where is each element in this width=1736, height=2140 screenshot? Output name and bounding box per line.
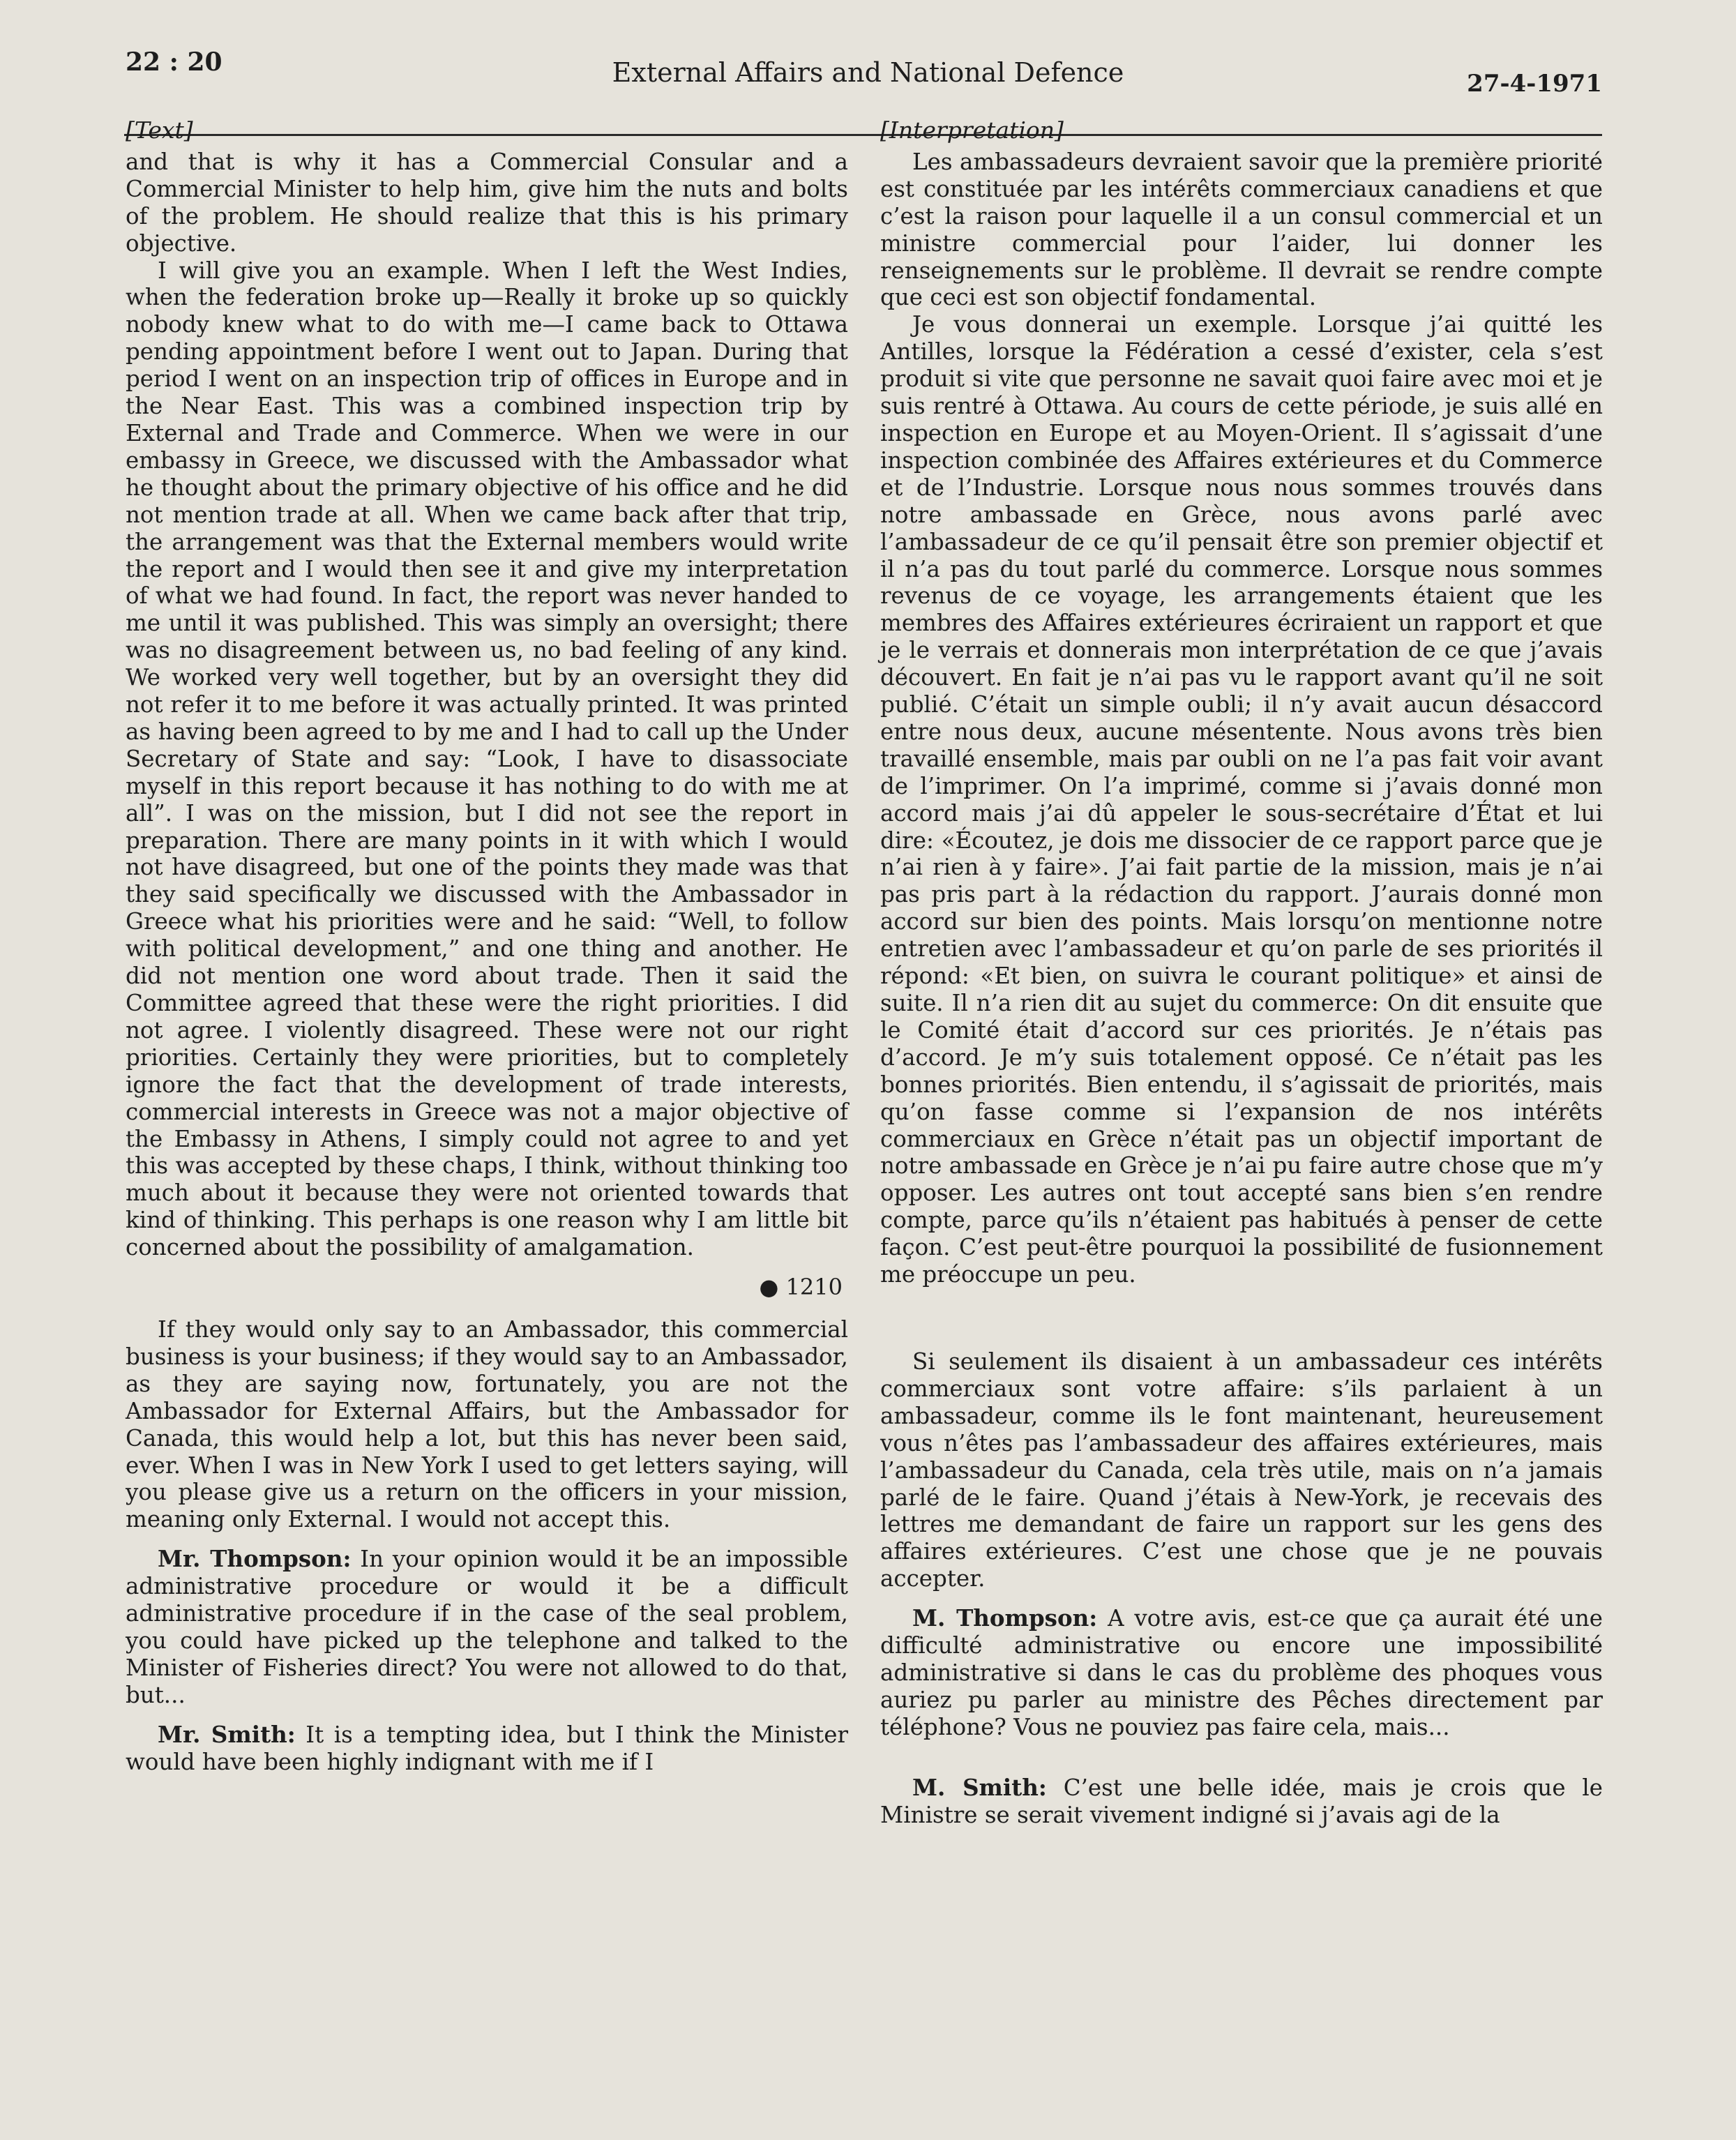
speaker-name: Mr. Thompson: [158,1545,352,1573]
speaker-name: M. Thompson: [912,1604,1098,1632]
column-gap [880,1288,1603,1348]
paragraph: Je vous donnerai un exemple. Lorsque j’ai quitté les Antilles, lorsque la Fédération a cessé d’exister, cela s’est produit si vite que personne ne savait quoi faire avec moi et je suis rentré à Ottawa. Au cours de cette période, je suis allé en inspection en Europe et au Moyen-Orient. Il s’agissait d’une inspection combinée des Affaires extérieures et du Commerce et de l’Industrie. Lorsque nous nous sommes trouvés dans notre ambassade en Grèce, nous avons parlé avec l’ambassadeur de ce qu’il pensait être son premier objectif et il n’a pas du tout parlé du commerce. Lorsque nous sommes revenus de ce voyage, les arrangements étaient que les membres des Affaires extérieures écriraient un rapport et que je le verrais et donnerais mon interprétation de ce que j’avais découvert. En fait je n’ai pas vu le rapport avant qu’il ne soit publié. C’était un simple oubli; il n’y avait aucun désaccord entre nous deux, aucune mésentente. Nous avons très bien travaillé ensemble, mais par oubli on ne l’a pas fait voir avant de l’imprimer. On l’a imprimé, comme si j’avais donné mon accord mais j’ai dû appeler le sous-secrétaire d’État et lui dire: «Écoutez, je dois me dissocier de ce rapport parce que je n’ai rien à y faire». J’ai fait partie de la mission, mais je n’ai pas pris part à la rédaction du rapport. J’aurais donné mon accord sur bien des points. Mais lorsqu’on mentionne notre entretien avec l’ambassadeur et qu’on parle de ses priorités il répond: «Et bien, on suivra le courant politique» et ainsi de suite. Il n’a rien dit au sujet du commerce: On dit ensuite que le Comité était d’accord sur ces priorités. Je n’étais pas d’accord. Je m’y suis totalement opposé. Ce n’était pas les bonnes priorités. Bien entendu, il s’agissait de priorités, mais qu’on fasse comme si l’expansion de nos intérêts commerciaux en Grèce n’était pas un objectif important de notre ambassade en Grèce je n’ai pu faire autre chose que m’y opposer. Les autres ont tout accepté sans bien s’en rendre compte, parce qu’ils n’étaient pas habitués à penser de cette façon. C’est peut-être pourquoi la possibilité de fusionnement me préoccupe un peu. [880,311,1603,1288]
running-header [0,42,1736,98]
speaker-paragraph [880,1774,1603,1829]
page-date: 27-4-1971 [1467,70,1602,98]
speaker-paragraph [126,1721,848,1776]
speaker-paragraph [126,1546,848,1708]
speech-text: In your opinion would it be an impossible administrative procedure or would it be a difficult administrative procedure if in the case of the seal problem, you could have picked up the telephone and talked to the Minister of Fisheries direct? You were not allowed to do that, but... [126,1546,849,1708]
speaker-name: M. Smith: [912,1773,1047,1801]
speech-text: A votre avis, est-ce que ça aurait été une difficulté administrative ou encore une impossibilité administrative si dans le cas du problème des phoques vous auriez pu parler au ministre des Pêches directement par téléphone? Vous ne pouviez pas faire cela, mais... [880,1605,1603,1740]
french-column [880,117,1603,1828]
interpretation-label: [Interpretation] [880,116,1064,144]
running-title: External Affairs and National Defence [612,57,1124,88]
page-number: 22 : 20 [126,47,222,77]
text-label: [Text] [126,116,193,144]
paragraph: Les ambassadeurs devraient savoir que la première priorité est constituée par les intérêts commerciaux canadiens et que c’est la raison pour laquelle il a un consul commercial et un ministre commercial pour l’aider, lui donner les renseignements sur le problème. Il devrait se rendre compte que ceci est son objectif fondamental. [880,148,1603,311]
paragraph: Si seulement ils disaient à un ambassadeur ces intérêts commerciaux sont votre affaire: s’ils parlaient à un ambassadeur, comme ils le font maintenant, heureusement vous n’êtes pas l’ambassadeur des affaires extérieures, mais l’ambassadeur du Canada, cela très utile, mais on n’a jamais parlé de le faire. Quand j’étais à New-York, je recevais des lettres me demandant de faire un rapport sur les gens des affaires extérieures. C’est une chose que je ne pouvais accepter. [880,1348,1603,1592]
speech-text: C’est une belle idée, mais je crois que le Ministre se serait vivement indigné si j’avais agi de la [880,1774,1603,1828]
speech-text: It is a tempting idea, but I think the Minister would have been highly indignant with me if I [126,1721,848,1775]
time-marker: ● 1210 [759,1274,843,1301]
paragraph: I will give you an example. When I left the West Indies, when the federation broke up—Really it broke up so quickly nobody knew what to do with me—I came back to Ottawa pending appointment before I went out to Japan. During that period I went on an inspection trip of offices in Europe and in the Near East. This was a combined inspection trip by External and Trade and Commerce. When we were in our embassy in Greece, we discussed with the Ambassador what he thought about the primary objective of his office and he did not mention trade at all. When we came back after that trip, the arrangement was that the External members would write the report and I would then see it and give my interpretation of what we had found. In fact, the report was never handed to me until it was published. This was simply an oversight; there was no disagreement between us, no bad feeling of any kind. We worked very well together, but by an oversight they did not refer it to me before it was actually printed. It was printed as having been agreed to by me and I had to call up the Under Secretary of State and say: “Look, I have to disassociate myself in this report because it has nothing to do with me at all”. I was on the mission, but I did not see the report in preparation. There are many points in it with which I would not have disagreed, but one of the points they made was that they said specifically we discussed with the Ambassador in Greece what his priorities were and he said: “Well, to follow with political development,” and one thing and another. He did not mention one word about trade. Then it said the Committee agreed that these were the right priorities. I did not agree. I violently disagreed. These were not our right priorities. Certainly they were priorities, but to completely ignore the fact that the development of trade interests, commercial interests in Greece was not a major objective of the Embassy in Athens, I simply could not agree to and yet this was accepted by these chaps, I think, without thinking too much about it because they were not oriented towards that kind of thinking. This perhaps is one reason why I am little bit concerned about the possibility of amalgamation. [126,257,848,1261]
paragraph: and that is why it has a Commercial Consular and a Commercial Minister to help him, give him the nuts and bolts of the problem. He should realize that this is his primary objective. [126,148,848,257]
paragraph: If they would only say to an Ambassador, this commercial business is your business; if they would say to an Ambassador, as they are saying now, fortunately, you are not the Ambassador for External Affairs, but the Ambassador for Canada, this would help a lot, but this has never been said, ever. When I was in New York I used to get letters saying, will you please give us a return on the officers in your mission, meaning only External. I would not accept this. [126,1316,848,1533]
speaker-paragraph [880,1605,1603,1741]
speaker-name: Mr. Smith: [158,1720,296,1748]
english-column [126,117,848,1775]
